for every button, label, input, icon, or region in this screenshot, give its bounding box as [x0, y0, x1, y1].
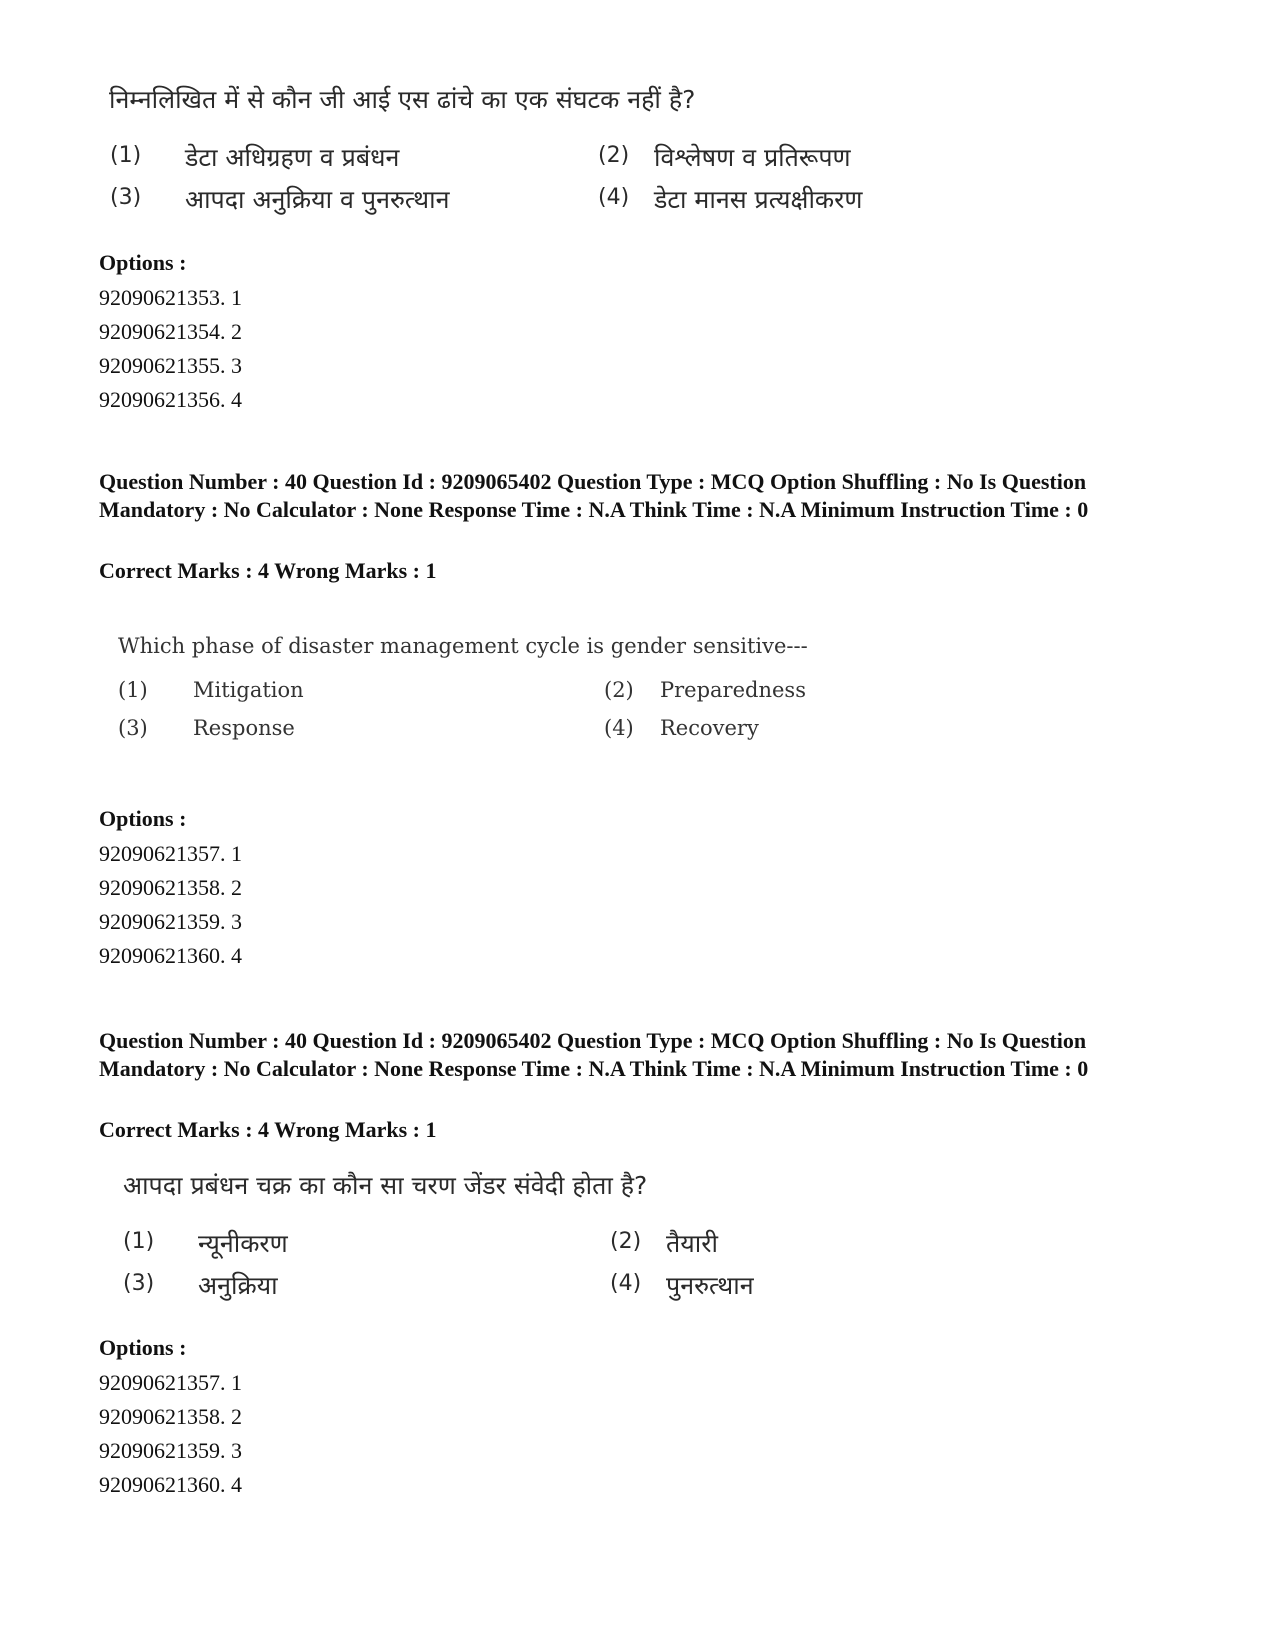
- choice-text: डेटा मानस प्रत्यक्षीकरण: [654, 185, 863, 214]
- options-label: Options :: [99, 1335, 187, 1360]
- choice-text: Mitigation: [193, 678, 304, 702]
- question-stem: निम्नलिखित में से कौन जी आई एस ढांचे का एक संघटक नहीं है?: [109, 85, 696, 114]
- options-label: Options :: [99, 250, 187, 275]
- choice-text: तैयारी: [666, 1229, 718, 1258]
- choice-number: (1): [123, 1229, 155, 1254]
- choice-text: Response: [193, 716, 295, 740]
- option-id: 92090621353. 1: [99, 285, 242, 310]
- option-id: 92090621360. 4: [99, 1472, 242, 1497]
- choice-text: पुनरुत्थान: [666, 1271, 754, 1300]
- option-id: 92090621357. 1: [99, 1370, 242, 1395]
- options-label: Options :: [99, 806, 187, 831]
- choice-number: (4): [598, 185, 630, 210]
- options-list: [99, 837, 242, 973]
- option-id: 92090621355. 3: [99, 353, 242, 378]
- options-list: [99, 281, 242, 417]
- question-meta: Question Number : 40 Question Id : 9209065402 Question Type : MCQ Option Shuffling : No Is Question Mandatory : No Calculator : None Response Time : N.A Think Time : N.A Minimum Instruction Time : 0: [99, 469, 1089, 522]
- option-id: 92090621357. 1: [99, 841, 242, 866]
- question-image-english: [118, 634, 838, 744]
- question-stem: Which phase of disaster management cycle is gender sensitive---: [118, 634, 808, 658]
- option-id: 92090621360. 4: [99, 943, 242, 968]
- choice-text: अनुक्रिया: [198, 1271, 278, 1300]
- choice-number: (2): [604, 678, 634, 702]
- choice-text: न्यूनीकरण: [198, 1229, 288, 1258]
- choice-text: आपदा अनुक्रिया व पुनरुत्थान: [185, 185, 450, 214]
- choice-number: (2): [610, 1229, 642, 1254]
- choice-text: Preparedness: [660, 678, 806, 702]
- option-id: 92090621358. 2: [99, 875, 242, 900]
- choice-number: (1): [110, 143, 142, 168]
- choice-number: (4): [610, 1271, 642, 1296]
- choice-text: विश्लेषण व प्रतिरूपण: [654, 143, 851, 172]
- question-meta: Question Number : 40 Question Id : 9209065402 Question Type : MCQ Option Shuffling : No Is Question Mandatory : No Calculator : None Response Time : N.A Think Time : N.A Minimum Instruction Time : 0: [99, 1028, 1089, 1081]
- marks-line: Correct Marks : 4 Wrong Marks : 1: [99, 1117, 437, 1142]
- option-id: 92090621356. 4: [99, 387, 242, 412]
- marks-line: Correct Marks : 4 Wrong Marks : 1: [99, 558, 437, 583]
- question-image-hindi-1: [109, 82, 909, 222]
- choice-text: डेटा अधिग्रहण व प्रबंधन: [185, 143, 400, 172]
- option-id: 92090621359. 3: [99, 1438, 242, 1463]
- choice-text: Recovery: [660, 716, 759, 740]
- choice-number: (3): [110, 185, 142, 210]
- choice-number: (2): [598, 143, 630, 168]
- question-stem: आपदा प्रबंधन चक्र का कौन सा चरण जेंडर संवेदी होता है?: [123, 1171, 648, 1200]
- option-id: 92090621354. 2: [99, 319, 242, 344]
- choice-number: (3): [123, 1271, 155, 1296]
- option-id: 92090621359. 3: [99, 909, 242, 934]
- choice-number: (3): [118, 716, 148, 740]
- options-list: [99, 1366, 242, 1502]
- choice-number: (1): [118, 678, 148, 702]
- question-image-hindi-2: [123, 1168, 823, 1308]
- choice-number: (4): [604, 716, 634, 740]
- option-id: 92090621358. 2: [99, 1404, 242, 1429]
